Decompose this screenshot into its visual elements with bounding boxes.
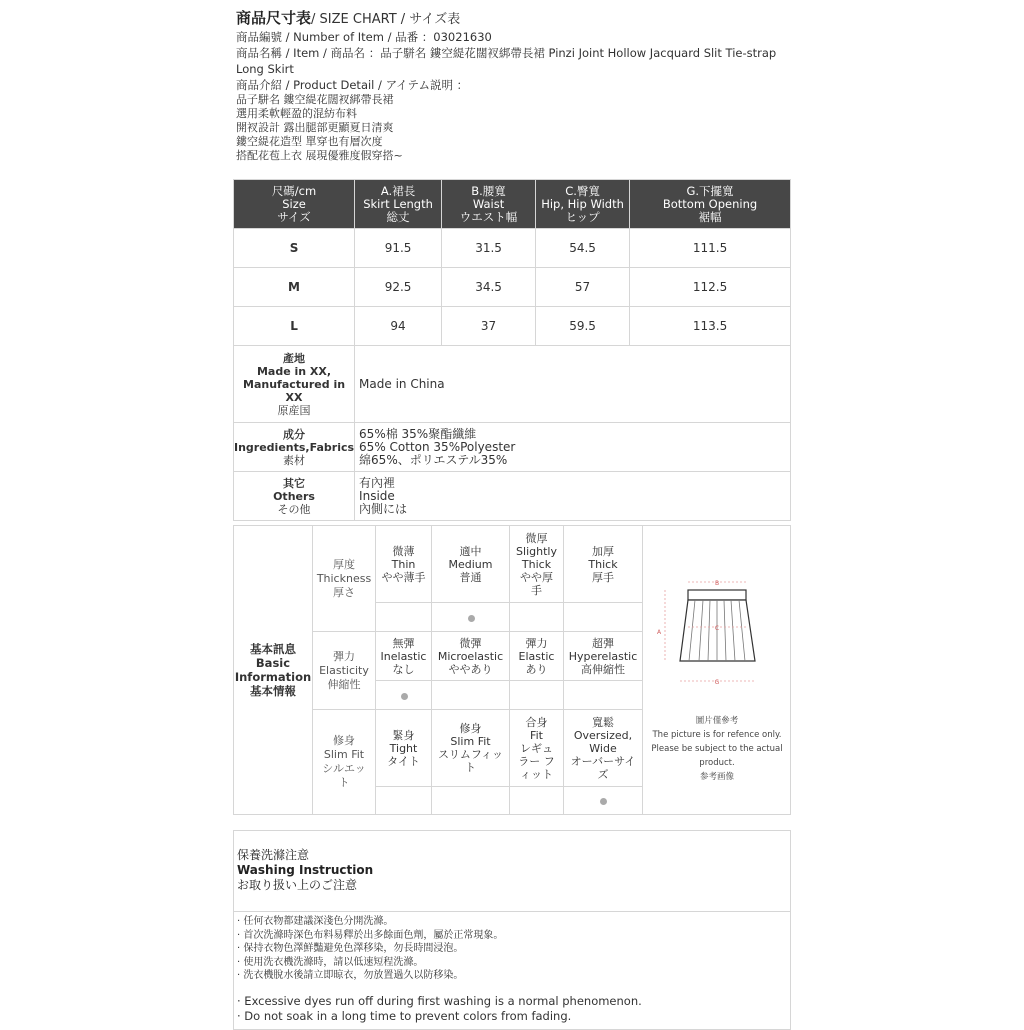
washing-header [234,831,790,912]
fit-marker-cell [564,786,642,814]
size-table [233,179,791,521]
elasticity-marker-cell [510,680,564,710]
washing-title-ja: お取り扱い上のご注意 [237,878,358,892]
list-item: · 任何衣物都建議深淺色分開洗滌。 [237,916,394,927]
diagram-label-g: G [714,679,720,686]
item-name-line-1: 商品名稱 / Item / 商品名 ：品子駢名 鏤空緹花闊衩綁帶長裙 Pinzi Joint Hollow Jacquard Slit Tie-strap [236,46,777,60]
thickness-row [313,526,642,632]
list-item: · 保持衣物色澤鮮豔避免色澤移染，勿長時間浸泡。 [237,943,464,954]
list-item: · Excessive dyes run off during first washing is a normal phenomenon. [237,994,642,1008]
size-cell: M [234,268,355,307]
thickness-option-medium: 適中 Medium 普通 [432,526,510,602]
elasticity-marker-cell [564,680,642,710]
elasticity-marker-cell [432,680,510,710]
elasticity-option-elastic: 彈力 Elastic あり [510,632,564,680]
fit-option-fit: 合身 Fit レギュ ラー フ ィット [510,710,564,786]
elasticity-option-microelastic: 微彈 Microelastic ややあり [432,632,510,680]
value-cell: 91.5 [355,229,442,268]
origin-row [234,346,791,423]
header-hip: C.臀寬 Hip, Hip Width ヒップ [536,180,630,229]
selected-dot [401,693,408,700]
value-cell: 111.5 [630,229,791,268]
origin-value: Made in China [355,346,791,423]
size-cell: S [234,229,355,268]
fit-marker-cell [432,786,510,814]
washing-instruction-panel [233,830,791,1030]
others-label: 其它 Others その他 [234,472,355,521]
thickness-option-thick: 加厚 Thick 厚手 [588,544,618,584]
table-row [234,229,791,268]
product-detail-line: 開衩設計 露出腿部更顯夏日清爽 [236,121,394,134]
fabric-label: 成分 Ingredients,Fabrics 素材 [234,423,355,472]
thickness-label: 厚度 Thickness 厚さ [313,526,376,631]
size-table-header [234,180,791,229]
basic-information-panel [233,525,791,815]
header-size: 尺碼/cm Size サイズ [234,180,355,229]
size-chart-title [236,10,796,28]
value-cell: 57 [536,268,630,307]
basic-information-label: 基本訊息 Basic Information 基本情報 [234,526,313,814]
value-cell: 34.5 [442,268,536,307]
washing-title-en: Washing Instruction [237,863,374,877]
thickness-option-thin: 微薄 Thin やや薄手 [376,526,432,602]
header-bottom-opening: G.下擺寬 Bottom Opening 裾幅 [630,180,791,229]
skirt-diagram [643,526,791,706]
fabric-value: 65%棉 35%聚酯纖維 65% Cotton 35%Polyester 綿65%、ポリエステル35% [355,423,791,472]
product-header [236,10,796,163]
product-detail-title: 商品介紹 / Product Detail / アイテム説明 ： [236,78,469,92]
thickness-marker-cell [376,602,432,632]
elasticity-marker-cell [376,680,432,710]
diagram-label-c: C [714,625,720,632]
diagram-label-a: A [656,629,662,636]
product-detail-line: 品子駢名 鏤空緹花闊衩綁帶長裙 [236,93,394,106]
others-value: 有內裡 Inside 內側には [355,472,791,521]
list-item: · 首次洗滌時深色布料易釋於出多餘面色劑，屬於正常現象。 [237,929,504,941]
thickness-marker-cell [510,602,564,632]
fit-option-oversized: 寬鬆 Oversized, Wide オーバーサイ ズ [570,715,636,781]
header-skirt-length: A.裙長 Skirt Length 総丈 [355,180,442,229]
origin-label: 產地 Made in XX, Manufactured in XX 原産国 [234,346,355,423]
washing-en-list [237,994,642,1023]
list-item: · 使用洗衣機洗滌時，請以低速短程洗滌。 [237,956,424,968]
table-row [234,307,791,346]
elasticity-label: 彈力 Elasticity 伸縮性 [313,632,376,709]
value-cell: 59.5 [536,307,630,346]
fit-label: 修身 Slim Fit シルエッ ト [313,710,376,814]
elasticity-option-hyperelastic: 超彈 Hyperelastic 高伸縮性 [568,636,638,676]
elasticity-option-inelastic: 無彈 Inelastic なし [376,632,432,680]
selected-dot [468,615,475,622]
title-rest: / SIZE CHART / サイズ表 [311,12,461,27]
fit-option-tight: 緊身 Tight タイト [376,710,432,786]
diagram-label-b: B [714,580,720,587]
product-detail-line: 鏤空緹花造型 單穿也有層次度 [236,135,383,148]
value-cell: 92.5 [355,268,442,307]
selected-dot [600,798,607,805]
fit-option-slim-fit: 修身 Slim Fit スリムフィッ ト [432,710,510,786]
elasticity-row [313,632,642,710]
washing-zh-list [237,915,503,983]
washing-title-zh: 保養洗滌注意 [237,848,310,862]
value-cell: 37 [442,307,536,346]
item-name-line-2: Long Skirt [236,62,294,76]
fit-marker-cell [510,786,564,814]
product-detail-line: 搭配花苞上衣 展現優雅度假穿搭~ [236,149,403,162]
title-bold: 商品尺寸表 [236,9,312,27]
item-number: 商品編號 / Number of Item / 品番 ：03021630 [236,30,492,44]
value-cell: 54.5 [536,229,630,268]
list-item: · Do not soak in a long time to prevent colors from fading. [237,1008,572,1023]
picture-caption: 圖片僅參考 The picture is for refence only. Please be subject to the actual product. 参考画像 [651,716,783,782]
value-cell: 112.5 [630,268,791,307]
fit-row [313,710,642,814]
size-cell: L [234,307,355,346]
others-row [234,472,791,521]
value-cell: 31.5 [442,229,536,268]
thickness-option-slightly-thick: 微厚 Slightly Thick やや厚 手 [510,526,564,602]
list-item: · 洗衣機脫水後請立即晾衣，勿放置過久以防移染。 [237,970,464,981]
thickness-marker-cell [432,602,510,632]
fabric-row [234,423,791,472]
header-waist: B.腰寬 Waist ウエスト幅 [442,180,536,229]
value-cell: 113.5 [630,307,791,346]
value-cell: 94 [355,307,442,346]
table-row [234,268,791,307]
skirt-diagram-panel [642,526,791,814]
product-detail-line: 選用柔軟輕盈的混紡布料 [236,107,357,120]
thickness-marker-cell [564,602,642,632]
fit-marker-cell [376,786,432,814]
